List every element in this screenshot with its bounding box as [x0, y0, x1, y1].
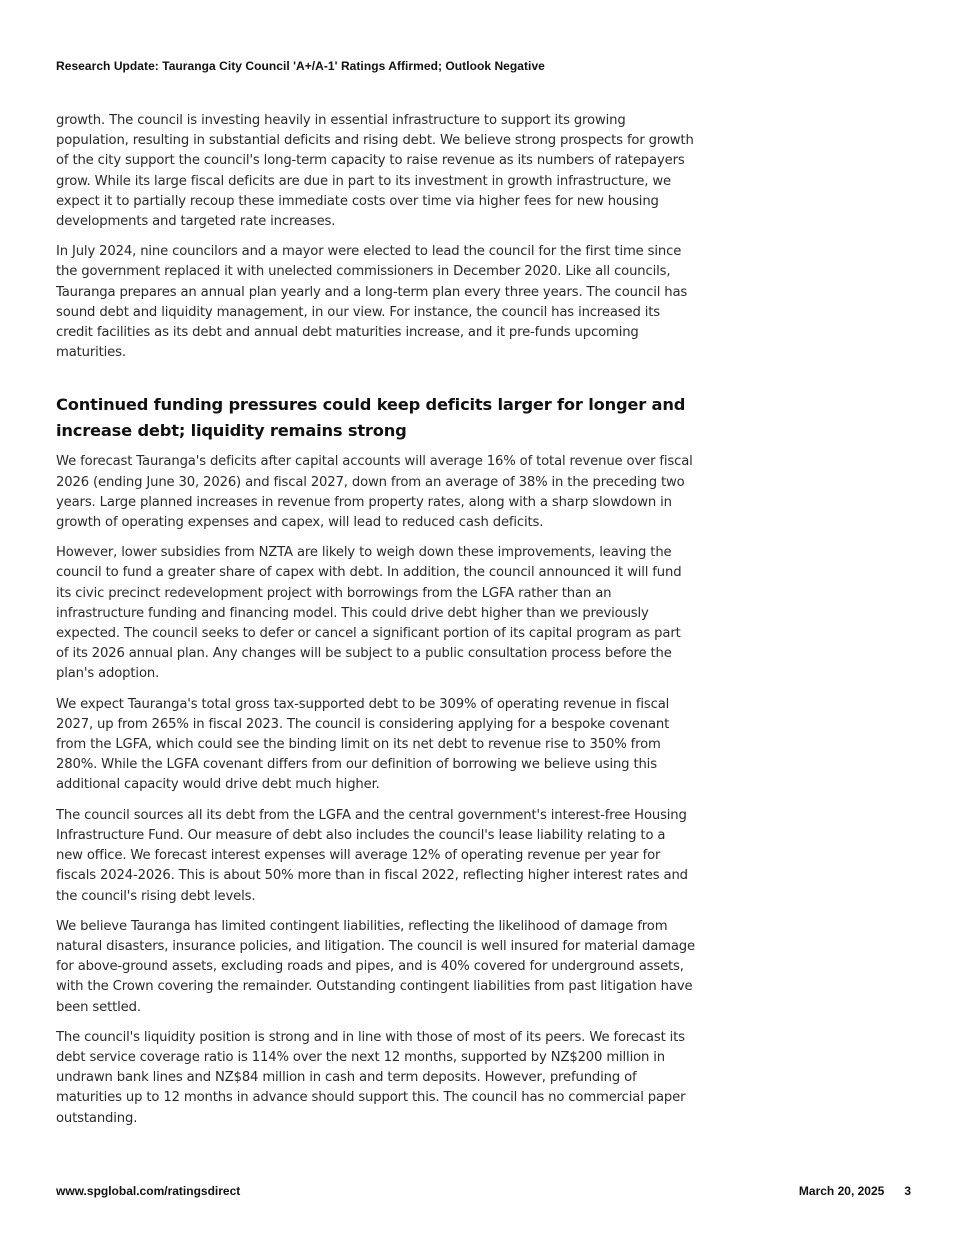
- footer-url-link[interactable]: www.spglobal.com/ratingsdirect: [56, 1184, 241, 1198]
- page-number: 3: [904, 1184, 911, 1198]
- body-paragraph: We forecast Tauranga's deficits after capital accounts will average 16% of total revenue over fiscal 2026 (ending June 30, 2026) and fiscal 2027, down from an average of 38% in the preceding two years. Large planned increases in revenue from property rates, along with a sharp slowdown in growth of operating expenses and capex, will lead to reduced cash deficits.: [56, 454, 693, 531]
- footer-date: March 20, 2025: [798, 1184, 885, 1198]
- document-body: [56, 111, 696, 1139]
- footer-meta: [799, 1184, 911, 1198]
- running-header-title: Research Update: Tauranga City Council 'A+/A-1' Ratings Affirmed; Outlook Negative: [56, 59, 545, 73]
- body-paragraph: The council sources all its debt from the LGFA and the central government's interest-free Housing Infrastructure Fund. Our measure of debt also includes the council's lease liability relating to a new office. We forecast interest expenses will average 12% of operating revenue per year for fiscals 2024-2026. This is about 50% more than in fiscal 2022, reflecting higher interest rates and the council's rising debt levels.: [56, 807, 688, 904]
- body-paragraph: The council's liquidity position is strong and in line with those of most of its peers. We forecast its debt service coverage ratio is 114% over the next 12 months, supported by NZ$200 million in undrawn bank lines and NZ$84 million in cash and term deposits. However, prefunding of maturities up to 12 months in advance should support this. The council has no commercial paper outstanding.: [56, 1029, 686, 1126]
- body-paragraph: growth. The council is investing heavily in essential infrastructure to support its growing population, resulting in substantial deficits and rising debt. We believe strong prospects for growth of the city support the council's long-term capacity to raise revenue as its numbers of ratepayers grow. While its large fiscal deficits are due in part to its investment in growth infrastructure, we expect it to partially recoup these immediate costs over time via higher fees for new housing developments and targeted rate increases.: [56, 113, 694, 230]
- body-paragraph: We expect Tauranga's total gross tax-supported debt to be 309% of operating revenue in fiscal 2027, up from 265% in fiscal 2023. The council is considering applying for a bespoke covenant from the LGFA, which could see the binding limit on its net debt to revenue rise to 350% from 280%. While the LGFA covenant differs from our definition of borrowing we believe using this additional capacity would drive debt much higher.: [56, 696, 670, 793]
- body-paragraph: However, lower subsidies from NZTA are likely to weigh down these improvements, leaving the council to fund a greater share of capex with debt. In addition, the council announced it will fund its civic precinct redevelopment project with borrowings from the LGFA rather than an infrastructure funding and financing model. This could drive debt higher than we previously expected. The council seeks to defer or cancel a significant portion of its capital program as part of its 2026 annual plan. Any changes will be subject to a public consultation process before the plan's adoption.: [56, 545, 682, 682]
- body-paragraph: We believe Tauranga has limited contingent liabilities, reflecting the likelihood of damage from natural disasters, insurance policies, and litigation. The council is well insured for material damage for above-ground assets, excluding roads and pipes, and is 40% covered for underground assets, with the Crown covering the remainder. Outstanding contingent liabilities from past litigation have been settled.: [56, 918, 695, 1015]
- body-paragraph: In July 2024, nine councilors and a mayor were elected to lead the council for the first time since the government replaced it with unelected commissioners in December 2020. Like all councils, Tauranga prepares an annual plan yearly and a long-term plan every three years. The council has sound debt and liquidity management, in our view. For instance, the council has increased its credit facilities as its debt and annual debt maturities increase, and it pre-funds upcoming maturities.: [56, 244, 688, 361]
- section-heading: Continued funding pressures could keep deficits larger for longer and increase debt; liquidity remains strong: [56, 395, 686, 441]
